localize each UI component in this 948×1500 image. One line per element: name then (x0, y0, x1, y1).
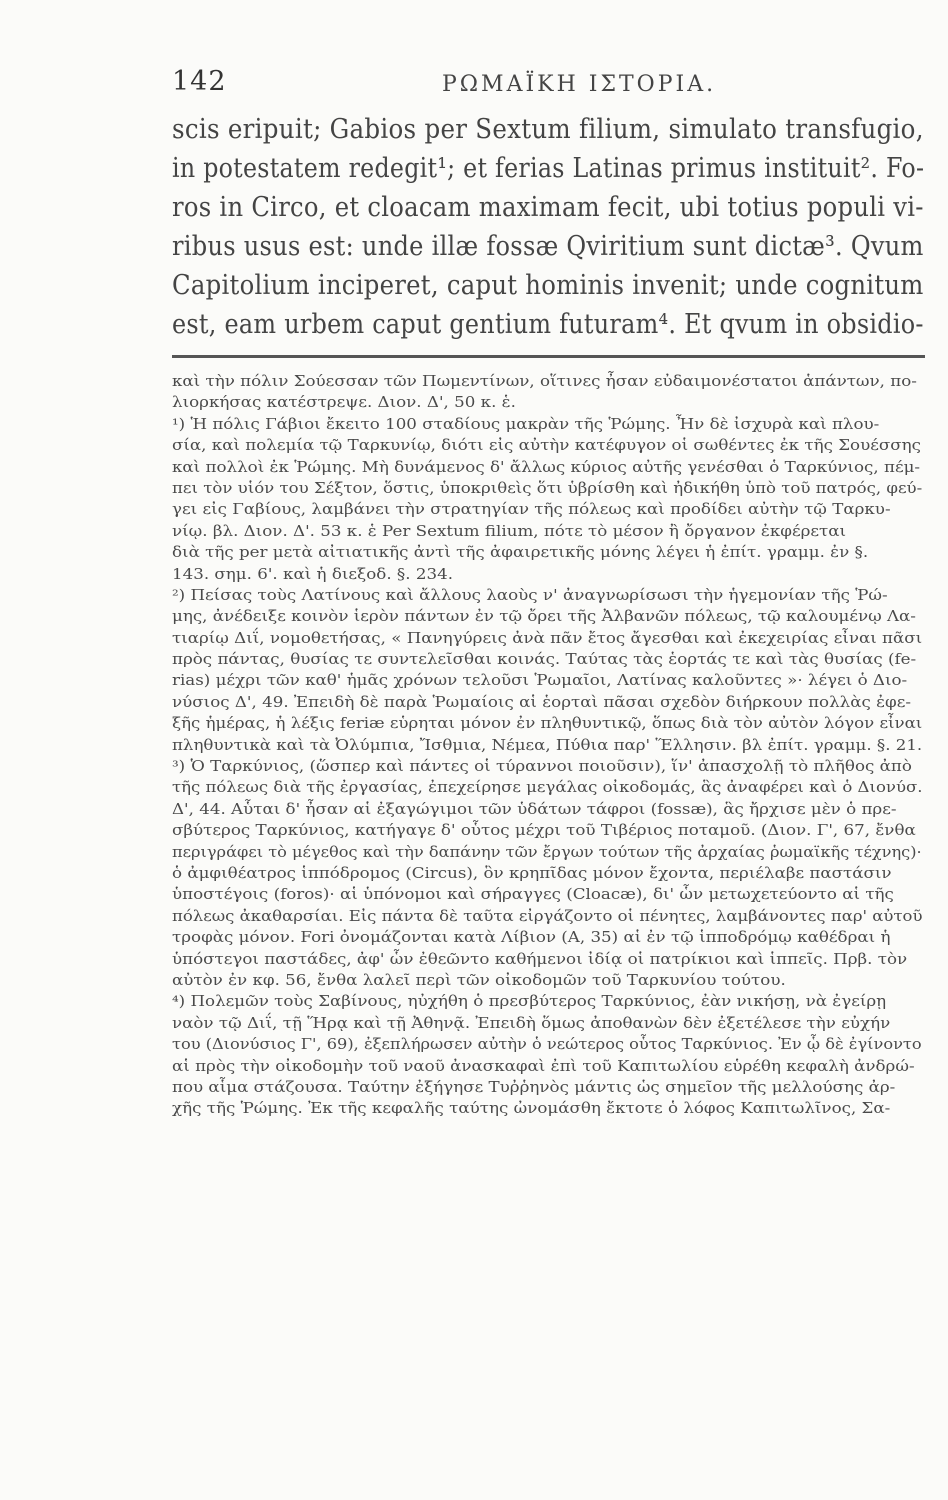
footnote-line: αὐτὸν ἐν κφ. 56, ἔνθα λαλεῖ περὶ τῶν οἰκοδομῶν τοῦ Ταρκυνίου τούτου. (172, 972, 786, 989)
latin-text-line: ros in Circo, et cloacam maximam fecit, ubi totius populi vi- (172, 192, 924, 223)
footnote-line: γει εἰς Γαβίους, λαμβάνει τὴν στρατηγίαν τῆς πόλεως καὶ προδίδει αὐτὴν τῷ Ταρκυ- (172, 502, 891, 519)
page-header (172, 66, 922, 106)
latin-text-line: ribus usus est: unde illæ fossæ Qviritium sunt dictæ³. Qvum (172, 231, 924, 262)
footnote-line: διὰ τῆς per μετὰ αἰτιατικῆς ἀντὶ τῆς ἀφαιρετικῆς μόνης λέγει ἡ ἐπίτ. γραμμ. ἐν §. (172, 545, 869, 562)
footnote-line: τιαρίῳ Διΐ, νομοθετήσας, « Πανηγύρεις ἀνὰ πᾶν ἔτος ἄγεσθαι καὶ ἐκεχειρίας εἶναι πᾶσι (172, 630, 923, 647)
footnote-line: ὁ ἀμφιθέατρος ἱππόδρομος (Circus), ὃν κρηπῖδας μόνον ἔχοντα, περιέλαβε παστάσιν (172, 865, 892, 882)
latin-text-line: Capitolium inciperet, caput hominis invenit; unde cognitum (172, 270, 924, 301)
running-title: ΡΩΜΑΪΚΗ ΙΣΤΟΡΙΑ. (442, 72, 717, 97)
footnote-divider (172, 355, 925, 358)
footnote-line: πόλεως ἀκαθαρσίαι. Εἰς πάντα δὲ ταῦτα εἰργάζοντο οἱ πένητες, λαμβάνοντες παρ' αὐτοῦ (172, 908, 923, 925)
footnote-line: νίῳ. βλ. Διον. Δ'. 53 κ. ἑ Per Sextum filium, πότε τὸ μέσον ἢ ὄργανον ἐκφέρεται (172, 523, 847, 540)
latin-main-text (172, 110, 932, 344)
footnote-line: πει τὸν υἱόν του Σέξτον, ὅστις, ὑποκριθεὶς ὅτι ὑβρίσθη καὶ ἠδικήθη ὑπὸ τοῦ πατρός, φεύ- (172, 480, 923, 497)
footnote-line: που αἷμα στάζουσα. Ταύτην ἐξήγησε Τυῤῥηνὸς μάντις ὡς σημεῖον τῆς μελλούσης ἀρ- (172, 1079, 896, 1096)
footnote-line: ¹) Ἡ πόλις Γάβιοι ἔκειτο 100 σταδίους μακρὰν τῆς Ῥώμης. Ἦν δὲ ἰσχυρὰ καὶ πλου- (172, 416, 880, 433)
footnote-line: χῆς τῆς Ῥώμης. Ἐκ τῆς κεφαλῆς ταύτης ὠνομάσθη ἔκτοτε ὁ λόφος Καπιτωλῖνος, Σα- (172, 1101, 891, 1118)
footnote-line: αἱ πρὸς τὴν οἰκοδομὴν τοῦ ναοῦ ἀνασκαφαὶ ἐπὶ τοῦ Καπιτωλίου εὑρέθη κεφαλὴ ἀνδρώ- (172, 1058, 915, 1075)
footnote-line: του (Διονύσιος Γ', 69), ἐξεπλήρωσεν αὐτὴν ὁ νεώτερος οὗτος Ταρκύνιος. Ἐν ᾧ δὲ ἐγίνοντο (172, 1037, 922, 1054)
footnote-line: περιγράφει τὸ μέγεθος καὶ τὴν δαπάνην τῶν ἔργων τούτων τῆς ἀρχαίας ῥωμαϊκῆς τέχνης)· (172, 844, 922, 861)
footnote-line: Δ', 44. Αὗται δ' ἦσαν αἱ ἐξαγώγιμοι τῶν ὑδάτων τάφροι (fossæ), ἃς ἤρχισε μὲν ὁ πρε- (172, 801, 897, 818)
footnote-line: σία, καὶ πολεμία τῷ Ταρκυνίῳ, διότι εἰς αὐτὴν κατέφυγον οἱ σωθέντες ἐκ τῆς Σουέσσης (172, 438, 921, 455)
footnote-line: ὑπόστεγοι παστάδες, ἀφ' ὧν ἐθεῶντο καθήμενοι ἰδίᾳ οἱ πατρίκιοι καὶ ἱππεῖς. Πρβ. τὸν (172, 951, 908, 968)
footnote-line: καὶ τὴν πόλιν Σούεσσαν τῶν Πωμεντίνων, οἵτινες ἦσαν εὐδαιμονέστατοι ἁπάντων, πο- (172, 374, 917, 390)
footnote-line: πληθυντικὰ καὶ τὰ Ὀλύμπια, Ἴσθμια, Νέμεα, Πύθια παρ' Ἕλλησιν. βλ ἐπίτ. γραμμ. §. 21. (172, 737, 923, 754)
footnote-line: τῆς πόλεως διὰ τῆς ἐργασίας, ἐπεχείρησε μεγάλας οἰκοδομάς, ἃς ἀναφέρει καὶ ὁ Διονύσ. (172, 780, 923, 797)
footnote-line: ³) Ὁ Ταρκύνιος, (ὥσπερ καὶ πάντες οἱ τύραννοι ποιοῦσιν), ἵν' ἀπασχολῇ τὸ πλῆθος ἀπὸ (172, 759, 912, 776)
footnote-line: λιορκήσας κατέστρεψε. Διον. Δ', 50 κ. ἑ. (172, 395, 516, 412)
footnote-line: rias) μέχρι τῶν καθ' ἡμᾶς χρόνων τελοῦσι Ῥωμαῖοι, Λατίνας καλοῦντες »· λέγει ὁ Διο- (172, 673, 908, 690)
footnote-line: νύσιος Δ', 49. Ἐπειδὴ δὲ παρὰ Ῥωμαίοις αἱ ἑορταὶ πᾶσαι σχεδὸν διήρκουν πολλὰς ἐφε- (172, 694, 912, 711)
footnote-line: ναὸν τῷ Διΐ, τῇ Ἥρᾳ καὶ τῇ Ἀθηνᾷ. Ἐπειδὴ ὅμως ἀποθανὼν δὲν ἐξετέλεσε τὴν εὐχήν (172, 1015, 891, 1032)
footnote-line: πρὸς πάντας, θυσίας τε συντελεῖσθαι κοινάς. Ταύτας τὰς ἑορτάς τε καὶ τὰς θυσίας (fe- (172, 652, 917, 669)
footnote-line: τροφὰς μόνον. Fori ὀνομάζονται κατὰ Λίβιον (Α, 35) αἱ ἐν τῷ ἱπποδρόμῳ καθέδραι ἡ (172, 930, 891, 947)
footnotes (172, 372, 932, 1121)
latin-text-line: est, eam urbem caput gentium futuram⁴. Et qvum in obsidio- (172, 309, 924, 340)
latin-text-line: scis eripuit; Gabios per Sextum filium, simulato transfugio, (172, 114, 924, 145)
footnote-line: ⁴) Πολεμῶν τοὺς Σαβίνους, ηὐχήθη ὁ πρεσβύτερος Ταρκύνιος, ἐὰν νικήσῃ, νὰ ἐγείρῃ (172, 994, 887, 1011)
footnote-line: 143. σημ. 6'. καὶ ἡ διεξοδ. §. 234. (172, 566, 453, 583)
footnote-line: ξῆς ἡμέρας, ἡ λέξις feriæ εὑρηται μόνον ἐν πληθυντικῷ, ὅπως διὰ τὸν αὐτὸν λόγον εἶναι (172, 716, 923, 733)
page-number: 142 (172, 66, 227, 97)
footnote-line: ²) Πείσας τοὺς Λατίνους καὶ ἄλλους λαοὺς ν' ἀναγνωρίσωσι τὴν ἡγεμονίαν τῆς Ῥώ- (172, 587, 888, 604)
footnote-line: μης, ἀνέδειξε κοινὸν ἱερὸν πάντων ἐν τῷ ὄρει τῆς Ἀλβανῶν πόλεως, τῷ καλουμένῳ Λα- (172, 609, 916, 626)
footnote-line: καὶ πολλοὶ ἐκ Ῥώμης. Μὴ δυνάμενος δ' ἄλλως κύριος αὐτῆς γενέσθαι ὁ Ταρκύνιος, πέμ- (172, 459, 921, 476)
footnote-line: σβύτερος Ταρκύνιος, κατήγαγε δ' οὗτος μέχρι τοῦ Τιβέριος ποταμοῦ. (Διον. Γ', 67, ἔνθα (172, 823, 916, 840)
latin-text-line: in potestatem redegit¹; et ferias Latinas primus instituit². Fo- (172, 153, 925, 184)
footnote-line: ὑποστέγοις (foros)· αἱ ὑπόνομοι καὶ σήραγγες (Cloacæ), δι' ὧν μετωχετεύοντο αἱ τῆς (172, 887, 894, 904)
